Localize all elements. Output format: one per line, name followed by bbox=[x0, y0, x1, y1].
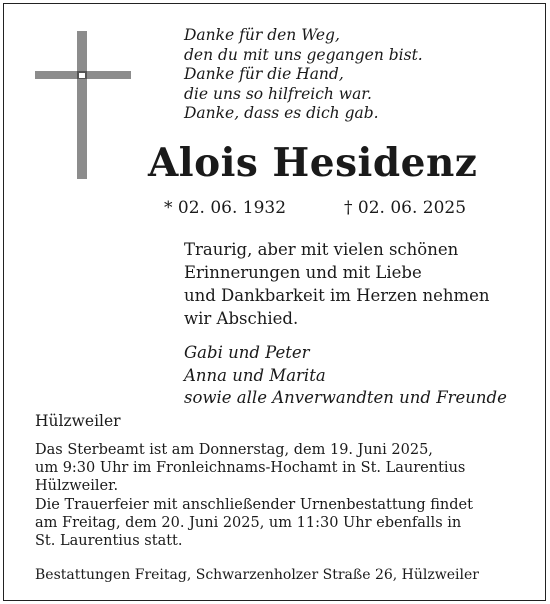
message-line: Traurig, aber mit vielen schönen bbox=[184, 240, 459, 259]
poem-line: Danke, dass es dich gab. bbox=[184, 104, 379, 123]
funeral-home-info: Bestattungen Freitag, Schwarzenholzer Straße 26, Hülzweiler bbox=[35, 567, 479, 583]
poem-line: die uns so hilfreich war. bbox=[184, 84, 372, 103]
funeral-details bbox=[35, 441, 473, 550]
deceased-name: Alois Hesidenz bbox=[148, 140, 478, 186]
message-line: wir Abschied. bbox=[184, 309, 299, 328]
funeral-line: Die Trauerfeier mit anschließender Urnenbestattung findet bbox=[35, 496, 473, 513]
funeral-line: Das Sterbeamt ist am Donnerstag, dem 19. Juni 2025, bbox=[35, 442, 433, 458]
cross-icon bbox=[34, 29, 132, 181]
poem bbox=[184, 26, 423, 124]
poem-line: Danke für die Hand, bbox=[184, 65, 344, 84]
message-line: Erinnerungen und mit Liebe bbox=[184, 263, 422, 282]
mourning-message bbox=[184, 238, 490, 330]
mourner-line: sowie alle Anverwandten und Freunde bbox=[184, 388, 507, 407]
message-line: und Dankbarkeit im Herzen nehmen bbox=[184, 286, 490, 305]
birth-date: * 02. 06. 1932 bbox=[164, 198, 287, 218]
poem-line: Danke für den Weg, bbox=[184, 26, 340, 44]
mourner-line: Anna und Marita bbox=[184, 365, 326, 385]
obituary-frame bbox=[3, 3, 546, 601]
funeral-line: am Freitag, dem 20. Juni 2025, um 11:30 Uhr ebenfalls in bbox=[35, 514, 462, 531]
funeral-line: Hülzweiler. bbox=[35, 478, 119, 495]
place-name: Hülzweiler bbox=[35, 412, 121, 430]
death-date: † 02. 06. 2025 bbox=[344, 198, 467, 218]
mourner-line: Gabi und Peter bbox=[184, 343, 310, 362]
funeral-line: St. Laurentius statt. bbox=[35, 533, 183, 550]
mourners bbox=[184, 342, 507, 410]
poem-line: den du mit uns gegangen bist. bbox=[184, 45, 423, 64]
funeral-line: um 9:30 Uhr im Fronleichnams-Hochamt in St. Laurentius bbox=[35, 460, 466, 477]
